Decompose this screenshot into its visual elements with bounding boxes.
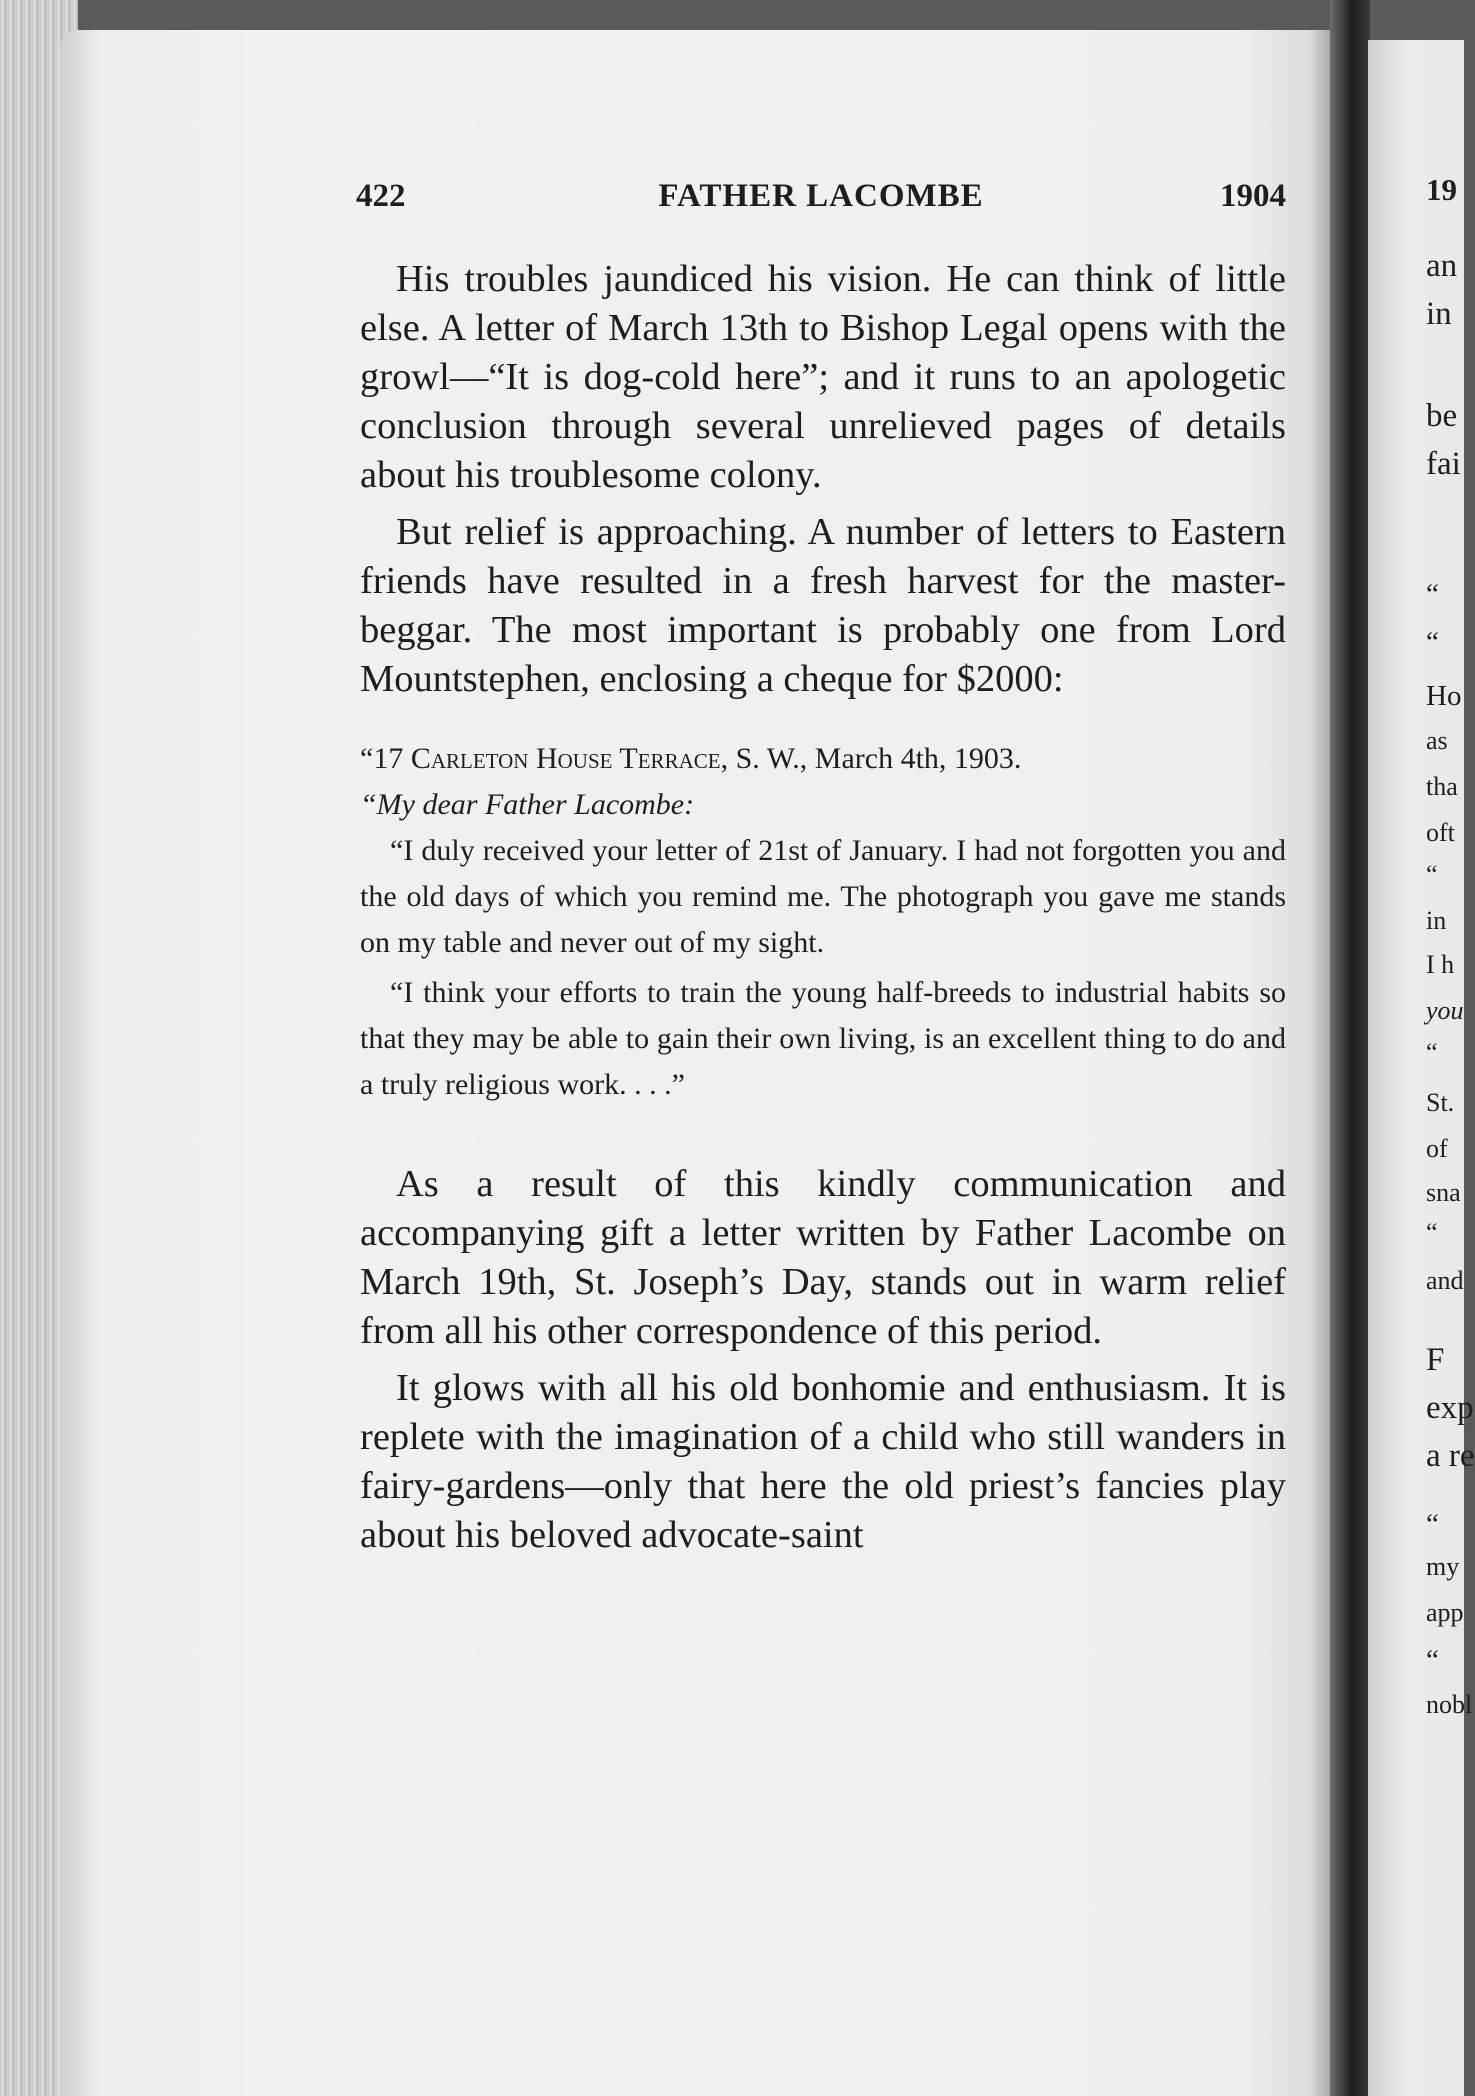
page-body xyxy=(360,255,1286,1560)
facing-fragment: “ xyxy=(1426,860,1438,889)
letter-salutation: “My dear Father Lacombe: xyxy=(360,788,695,821)
facing-fragment: app xyxy=(1426,1598,1464,1627)
running-header xyxy=(356,178,1286,222)
facing-fragment: “ xyxy=(1426,578,1439,610)
quoted-letter xyxy=(360,736,1286,1108)
facing-fragment: nobl xyxy=(1426,1690,1473,1719)
letter-paragraph: “I think your efforts to train the young half-breeds to industrial habits so that they may be able to gain their own living, is an excellent thing to do and a truly religious work. . . .” xyxy=(360,976,1286,1101)
body-paragraph: His troubles jaundiced his vision. He can think of little else. A letter of March 13th to Bishop Legal opens with the growl—“It is dog-cold here”; and it runs to an apologetic conclusion through several unrelieved pages of details about his troublesome colony. xyxy=(360,258,1286,496)
facing-fragment: in xyxy=(1426,296,1452,332)
letter-address: “17 Carleton House Terrace, S. W., March 4th, 1903. xyxy=(360,742,1022,775)
facing-fragment: my xyxy=(1426,1552,1460,1581)
facing-fragment: F xyxy=(1426,1342,1445,1378)
book-gutter xyxy=(1330,0,1370,2096)
facing-page xyxy=(1368,40,1464,2096)
facing-fragment: as xyxy=(1426,726,1448,755)
facing-fragment: sna xyxy=(1426,1178,1461,1207)
facing-fragment: fai xyxy=(1426,446,1461,482)
facing-fragment: tha xyxy=(1426,772,1458,801)
facing-fragment: St. xyxy=(1426,1088,1455,1117)
letter-paragraph: “I duly received your letter of 21st of January. I had not forgotten you and the old days of which you remind me. The photograph you gave me stands on my table and never out of my sight. xyxy=(360,834,1286,959)
facing-fragment: “ xyxy=(1426,1038,1438,1067)
facing-fragment: “ xyxy=(1426,1218,1438,1247)
page-number: 422 xyxy=(356,178,406,214)
facing-fragment: 19 xyxy=(1426,172,1457,207)
facing-fragment: “ xyxy=(1426,1644,1439,1676)
body-paragraph: As a result of this kindly communication and accompanying gift a letter written by Father Lacombe on March 19th, St. Joseph’s Day, stands out in warm relief from all his other correspondence of this period. xyxy=(360,1163,1286,1352)
facing-fragment: in xyxy=(1426,906,1447,935)
facing-fragment: “ xyxy=(1426,626,1439,658)
facing-fragment: be xyxy=(1426,398,1458,434)
facing-fragment: you xyxy=(1426,996,1464,1025)
running-title: FATHER LACOMBE xyxy=(658,178,984,214)
facing-fragment: of xyxy=(1426,1134,1448,1163)
body-paragraph: But relief is approaching. A number of letters to Eastern friends have resulted in a fresh harvest for the master-beggar. The most important is probably one from Lord Mountstephen, enclosing a cheque for $2000: xyxy=(360,511,1286,700)
facing-fragment: exp xyxy=(1426,1390,1474,1426)
facing-fragment: oft xyxy=(1426,818,1455,847)
facing-fragment: “ xyxy=(1426,1508,1439,1540)
facing-fragment: I h xyxy=(1426,950,1455,979)
facing-fragment: and xyxy=(1426,1266,1464,1295)
header-year: 1904 xyxy=(1220,178,1286,214)
facing-fragment: Ho xyxy=(1426,680,1462,712)
body-paragraph: It glows with all his old bonhomie and enthusiasm. It is replete with the imagination of a child who still wanders in fairy-gardens—only that here the old priest’s fancies play about his beloved advocate-saint xyxy=(360,1367,1286,1556)
facing-fragment: an xyxy=(1426,248,1458,284)
facing-fragment: a re xyxy=(1426,1438,1475,1474)
